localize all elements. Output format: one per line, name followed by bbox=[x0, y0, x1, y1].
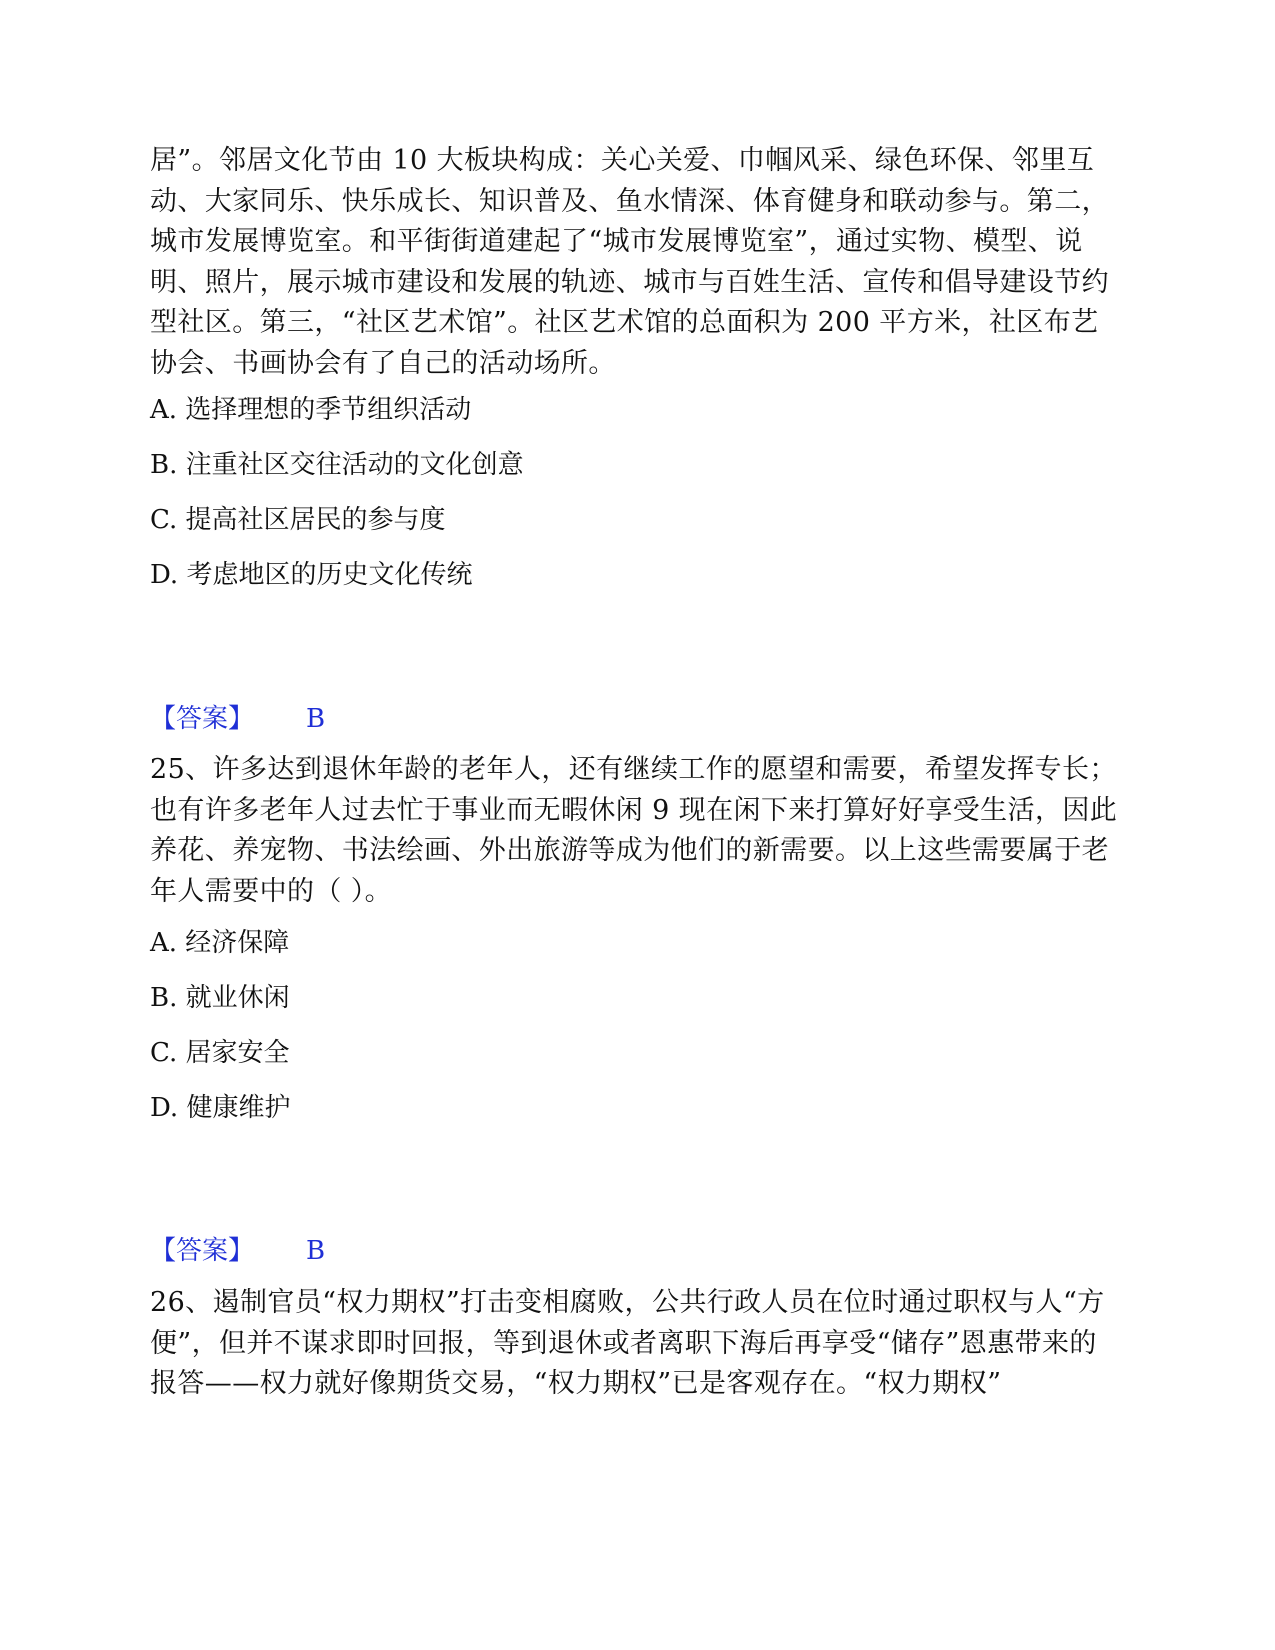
q25-option-c: C. 居家安全 bbox=[150, 1038, 290, 1068]
question-26-stem: 26、遏制官员“权力期权”打击变相腐败，公共行政人员在位时通过职权与人“方便”，但并不谋求即时回报，等到退休或者离职下海后再享受“储存”恩惠带来的报答——权力就好像期货交易，“权力期权”已是客观存在。“权力期权” bbox=[150, 1287, 1105, 1399]
answer-value: B bbox=[306, 1236, 326, 1266]
option-b: B. 注重社区交往活动的文化创意 bbox=[150, 450, 524, 480]
option-a: A. 选择理想的季节组织活动 bbox=[150, 395, 472, 425]
option-d: D. 考虑地区的历史文化传统 bbox=[150, 560, 473, 590]
q25-option-b: B. 就业休闲 bbox=[150, 983, 290, 1013]
question-25-stem: 25、许多达到退休年龄的老年人，还有继续工作的愿望和需要，希望发挥专长；也有许多老年人过去忙于事业而无暇休闲 9 现在闲下来打算好好享受生活，因此养花、养宠物、书法绘画、外出旅游等成为他们的新需要。以上这些需要属于老年人需要中的（ ）。 bbox=[150, 754, 1118, 907]
passage-text: 居”。邻居文化节由 10 大板块构成：关心关爱、巾帼风采、绿色环保、邻里互动、大家同乐、快乐成长、知识普及、鱼水情深、体育健身和联动参与。第二，城市发展博览室。和平街街道建起了“城市发展博览室”，通过实物、模型、说明、照片，展示城市建设和发展的轨迹、城市与百姓生活、宣传和倡导建设节约型社区。第三，“社区艺术馆”。社区艺术馆的总面积为 200 平方米，社区布艺协会、书画协会有了自己的活动场所。 bbox=[150, 145, 1109, 379]
answer-label: 【答案】 bbox=[150, 704, 255, 734]
answer-value: B bbox=[306, 704, 326, 734]
q25-option-d: D. 健康维护 bbox=[150, 1093, 291, 1123]
q25-option-a: A. 经济保障 bbox=[150, 928, 290, 958]
answer-label: 【答案】 bbox=[150, 1236, 255, 1266]
option-c: C. 提高社区居民的参与度 bbox=[150, 505, 446, 535]
q25-answer-line bbox=[150, 1234, 325, 1268]
answer-line bbox=[150, 702, 325, 736]
